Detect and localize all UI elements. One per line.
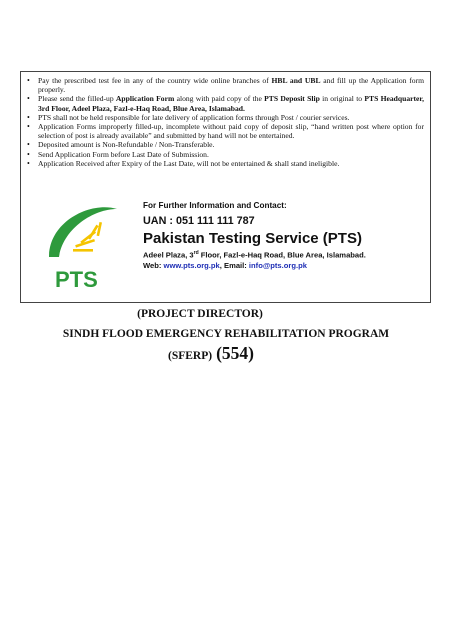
address: Adeel Plaza, 3rd Floor, Fazl-e-Haq Road, Blue Area, Islamabad.: [143, 250, 366, 260]
instruction-item: • Pay the prescribed test fee in any of the country wide online branches of HBL and UBL and fill up the Application form properly.: [38, 76, 424, 94]
instruction-item: • Application Received after Expiry of the Last Date, will not be entertained & shall stand ineligible.: [38, 159, 424, 168]
program-title: SINDH FLOOD EMERGENCY REHABILITATION PROGRAM: [62, 328, 390, 340]
instruction-item: • Please send the filled-up Application Form along with paid copy of the PTS Deposit Slip in original to PTS Headquarter, 3rd Floor, Adeel Plaza, Fazl-e-Haq Road, Blue Area, Islamabad.: [38, 94, 424, 112]
contact-section: [21, 197, 430, 297]
instruction-item: • PTS shall not be held responsible for late delivery of application forms through Post / courier services.: [38, 113, 424, 122]
uan-number: UAN : 051 111 111 787: [143, 215, 255, 227]
website-link[interactable]: www.pts.org.pk: [163, 260, 220, 270]
program-code: (SFERP) (554): [168, 343, 254, 363]
contact-heading: For Further Information and Contact:: [143, 201, 287, 210]
project-director-title: (PROJECT DIRECTOR): [137, 308, 263, 320]
instructions-list: [21, 72, 430, 168]
organization-name: Pakistan Testing Service (PTS): [143, 230, 362, 247]
footer-heading: [0, 306, 452, 364]
svg-text:PTS: PTS: [55, 267, 98, 292]
web-email-line: Web: www.pts.org.pk, Email: info@pts.org.pk: [143, 260, 307, 270]
instructions-box: [20, 71, 431, 303]
instruction-item: • Deposited amount is Non-Refundable / Non-Transferable.: [38, 140, 424, 149]
instruction-item: • Application Forms improperly filled-up, incomplete without paid copy of deposit slip, “hand written post where option for selection of post is already available” and submitted by hand will not be entertained.: [38, 122, 424, 140]
instruction-item: • Send Application Form before Last Date of Submission.: [38, 150, 424, 159]
pts-logo-icon: [45, 201, 121, 301]
email-link[interactable]: info@pts.org.pk: [248, 260, 307, 270]
contact-info: [143, 200, 428, 271]
pts-logo: [45, 201, 121, 301]
